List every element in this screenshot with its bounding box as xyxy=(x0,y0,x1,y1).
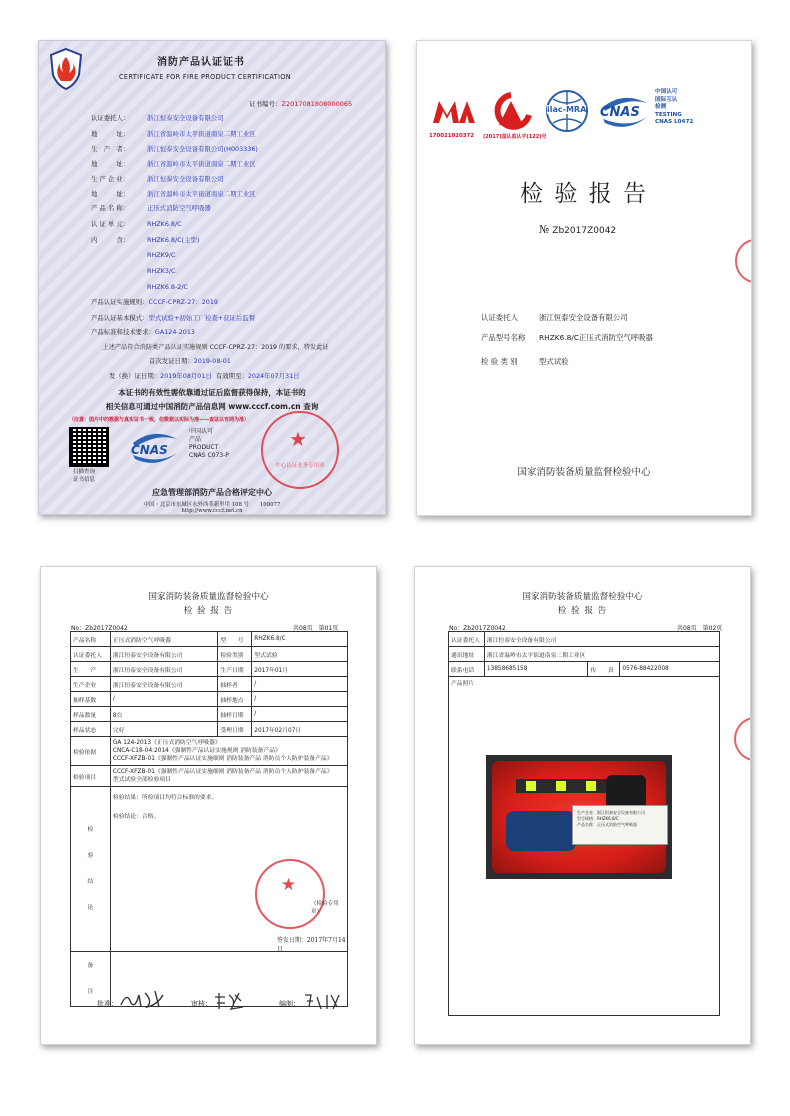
fax-label: 传 真 xyxy=(588,662,620,677)
table-value-cell: / xyxy=(252,677,348,692)
cnas-side-line: 国际互认 xyxy=(655,96,678,103)
page1-pages: 共08页 第01页 xyxy=(293,625,339,632)
certificate-field-label: 生 产 企 业： xyxy=(91,175,130,183)
certificate-field-label: 产品认证基本模式： xyxy=(91,314,149,322)
certificate-field-value: GA124-2013 xyxy=(154,328,195,336)
certificate-field-label: 认 证 单 元： xyxy=(91,220,130,228)
compile-label: 编制： xyxy=(279,1000,300,1008)
certificate-field-value: RHZK3/C xyxy=(147,267,176,275)
certificate-field-value: 浙江恒泰安全设备有限公司 xyxy=(147,114,224,122)
cover-info-value: 浙江恒泰安全设备有限公司 xyxy=(539,313,628,322)
cnas-logo-text: CNAS xyxy=(600,105,640,120)
approve-signature xyxy=(119,987,169,1011)
page1-title: 检 验 报 告 xyxy=(183,606,234,616)
photo-cell xyxy=(449,677,720,1016)
cover-info-value: 型式试验 xyxy=(539,357,569,366)
certificate-number: 证书编号：Z2017081808000065 xyxy=(249,100,353,108)
table-label-cell: 受理日期 xyxy=(218,722,252,737)
table-value-cell: / xyxy=(252,707,348,722)
table-label-cell: 抽样地点 xyxy=(218,692,252,707)
basis-value: GA 124-2013《正压式消防空气呼吸器》 CNCA-C18-04:2014《强制性产品认证实施规则 消防装备产品》 CCCF-XFZB-01《强制性产品认证实施细则 消防装备产品 消防员个人防护装备产品》 xyxy=(110,737,347,766)
certificate-field xyxy=(91,189,256,198)
certificate-field xyxy=(91,267,176,275)
cnas-side-line: TESTING xyxy=(655,111,682,118)
cnas-side-line: 中国认可 xyxy=(655,89,678,95)
table-value-cell: / xyxy=(110,692,217,707)
cnas-product-lines xyxy=(189,428,229,460)
certificate-field xyxy=(91,327,195,336)
table-label-cell: 认证委托人 xyxy=(71,647,111,662)
certificate-field-value: RHZK6.8/C(主型) xyxy=(147,236,200,244)
certificate-field-value: 型式试验+初始工厂检查+获证后监督 xyxy=(148,314,256,322)
certificate-field-value: 浙江省温岭市太平街道南泉二期工业区 xyxy=(147,130,256,138)
certificate-field-label: 产 品 名 称： xyxy=(91,204,130,212)
certificate-field-label: 内 含： xyxy=(91,236,130,244)
certificate-subtitle: CERTIFICATE FOR FIRE PRODUCT CERTIFICATION xyxy=(119,73,291,81)
certificate-field-value: 浙江省温岭市太平街道南泉二期工业区 xyxy=(147,190,256,198)
stamp-text: （检验专用章） xyxy=(310,901,339,915)
table-label-cell: 样品数量 xyxy=(71,707,111,722)
certificate-field-label: 地 址： xyxy=(91,190,130,198)
table-label-cell: 产品名称 xyxy=(71,632,111,647)
table-row xyxy=(71,722,348,737)
page1-info-table xyxy=(70,631,348,1007)
table-value-cell: 浙江恒泰安全设备有限公司 xyxy=(110,677,217,692)
inspection-seal-star-icon: ★ xyxy=(280,875,297,895)
certificate-field-label: 生 产 者： xyxy=(91,145,130,153)
qr-code-icon[interactable] xyxy=(69,427,109,467)
item-label: 检验项目 xyxy=(71,766,111,787)
certificate-field-value: 正压式消防空气呼吸器 xyxy=(147,204,211,212)
certificate-notice-2: 相关信息可通过中国消防产品信息网 www.cccf.com.cn 查询 xyxy=(105,402,319,411)
approve-label: 批准： xyxy=(97,1000,118,1008)
certificate-field xyxy=(91,313,255,322)
certificate-website[interactable]: http://www.cccf.net.cn xyxy=(181,508,243,514)
cal-logo-icon xyxy=(489,91,533,131)
reissue-date: 发（换）证日期：2019年08月01日 有效期至：2024年07月31日 xyxy=(109,372,300,380)
certificate-field-label: 地 址： xyxy=(91,160,130,168)
table-value-cell: 正压式消防空气呼吸器 xyxy=(110,632,217,647)
cylinder-bag xyxy=(506,811,576,851)
certificate-field-label: 产品认证实施规则： xyxy=(91,298,149,306)
certificate-field xyxy=(91,235,199,244)
certificate-address: 中国・北京市东城区永外西革新里甲 108 号 100077 xyxy=(143,502,281,508)
report-page-1 xyxy=(40,566,377,1045)
report-number: № Zb2017Z0042 xyxy=(539,223,617,236)
cover-org: 国家消防装备质量监督检验中心 xyxy=(517,467,651,478)
photo-label: 产品照片 xyxy=(451,681,475,687)
ma-logo-icon xyxy=(429,97,479,127)
table-label-cell: 检验类别 xyxy=(218,647,252,662)
fire-shield-icon xyxy=(49,47,83,91)
certification-seal xyxy=(261,411,339,489)
report-cover xyxy=(416,40,752,516)
certificate-field-label: 地 址： xyxy=(91,130,130,138)
report-page-2 xyxy=(414,566,751,1045)
page2-info-table xyxy=(448,631,720,1016)
edge-seal xyxy=(735,239,752,283)
certificate-field-label: 产品标准和技术要求： xyxy=(91,328,155,336)
certificate-field-value: RHZK9/C xyxy=(147,251,176,259)
phone-label: 联系电话 xyxy=(449,662,485,677)
table-value-cell: 浙江恒泰安全设备有限公司 xyxy=(110,662,217,677)
certificate-notice-1: 本证书的有效性需依靠通过证后监督获得保持，本证书的 xyxy=(118,388,306,397)
certificate-issuer: 应急管理部消防产品合格评定中心 xyxy=(152,487,272,497)
qr-caption-1: 扫描查询 xyxy=(73,469,96,475)
cover-info-label: 认证委托人 xyxy=(481,313,518,322)
table-label-cell: 抽样基数 xyxy=(71,692,111,707)
edge-seal xyxy=(734,717,751,761)
report-title: 检 验 报 告 xyxy=(520,181,648,207)
certificate-field xyxy=(91,113,224,122)
cover-info-label: 检 验 类 别 xyxy=(481,357,518,366)
table-label-cell: 抽样日期 xyxy=(218,707,252,722)
table-label-cell: 型 号 xyxy=(218,632,252,647)
seal-star-icon: ★ xyxy=(289,427,307,451)
ma-code: 170021020372 xyxy=(429,133,475,139)
reflective-band xyxy=(526,781,536,791)
table-value-cell: RHZK6.8/C xyxy=(252,632,348,647)
certificate-field xyxy=(91,144,258,153)
conclusion-cell xyxy=(110,787,347,952)
cover-info-row xyxy=(481,356,569,367)
table-value-cell: 完好 xyxy=(110,722,217,737)
table-value-cell: / xyxy=(252,692,348,707)
table-value-cell: 8台 xyxy=(110,707,217,722)
conclusion-result: 检验结果：所检项目均符合标准的要求。 xyxy=(112,795,218,801)
reflective-band xyxy=(556,781,566,791)
conclusion-label: 检 验 结 论 xyxy=(71,787,111,952)
review-signature xyxy=(213,991,249,1011)
certificate-statement: 上述产品符合消防类产品认证实施规则 CCCF-CPRZ-27：2019 的要求，特发此证 xyxy=(102,344,329,351)
certificate-field xyxy=(91,283,188,291)
table-label-cell: 样品状态 xyxy=(71,722,111,737)
table-label-cell: 抽样者 xyxy=(218,677,252,692)
item-value: CCCF-XFZB-01《强制性产品认证实施细则 消防装备产品 消防员个人防护装备产品》 型式试验全部检验项目 xyxy=(110,766,347,787)
conclusion-verdict: 检验结论：合格。 xyxy=(112,814,160,820)
page1-org: 国家消防装备质量监督检验中心 xyxy=(148,592,269,602)
table-value-cell: 2017年01月 xyxy=(252,662,348,677)
fax-value: 0576-88422008 xyxy=(620,662,720,677)
sign-date: 签发日期：2017年7月14日 xyxy=(276,937,346,953)
certificate-field-value: RHZK6.8-2/C xyxy=(147,283,188,291)
table-value-cell: 2017年02月07日 xyxy=(252,722,348,737)
certificate-notice-red: （注意：图片中的数据与真实证书一致，但数据以实际为准——查证以官网为准） xyxy=(69,417,250,423)
ilac-mra-label: ilac-MRA xyxy=(547,105,587,114)
remark-label: 备 注 xyxy=(71,952,111,1007)
cover-info-row xyxy=(481,312,628,323)
table-row xyxy=(71,662,348,677)
certificate-field xyxy=(91,129,256,138)
product-card: 生产企业：浙江恒泰安全设备有限公司 型号规格：RHZK6.8/C 产品名称：正压式消防空气呼吸器 xyxy=(572,805,668,845)
certificate-field xyxy=(91,219,182,228)
certificate-title: 消防产品认证证书 xyxy=(157,57,245,68)
cnas-logo: CNAS xyxy=(131,443,168,457)
table-row xyxy=(71,677,348,692)
first-issue-date: 首次发证日期：2019-08-01 xyxy=(149,357,231,365)
certificate-field-value: 浙江恒泰安全设备有限公司 xyxy=(147,175,224,183)
cnas-line: CNAS C073-P xyxy=(189,452,229,459)
cnas-side-text xyxy=(655,89,693,127)
table-row xyxy=(71,707,348,722)
fire-product-certificate xyxy=(38,40,386,515)
certificate-field-label: 认证委托人： xyxy=(91,114,130,122)
certificate-field xyxy=(91,203,211,212)
page2-pages: 共08页 第02页 xyxy=(677,625,723,632)
address-label: 通讯地址 xyxy=(449,647,485,662)
certificate-field xyxy=(91,251,176,259)
cal-code: (2017)国认监认字(122)号 xyxy=(483,134,547,140)
cnas-line: 中国认可 xyxy=(189,428,214,435)
table-label-cell: 生 产 xyxy=(71,662,111,677)
cover-info-value: RHZK6.8/C正压式消防空气呼吸器 xyxy=(539,333,653,342)
table-label-cell: 生产日期 xyxy=(218,662,252,677)
table-row xyxy=(71,632,348,647)
qr-caption-2: 证书信息 xyxy=(73,477,96,483)
page2-org: 国家消防装备质量监督检验中心 xyxy=(522,592,643,602)
cover-info-row xyxy=(481,332,653,343)
product-photo xyxy=(486,755,672,879)
certificate-field xyxy=(91,297,218,306)
certificate-field xyxy=(91,174,224,183)
table-value-cell: 浙江恒泰安全设备有限公司 xyxy=(110,647,217,662)
cnas-side-line: CNAS L0472 xyxy=(655,119,694,126)
table-row xyxy=(71,647,348,662)
cnas-side-line: 检测 xyxy=(655,104,667,111)
table-label-cell: 生产企业 xyxy=(71,677,111,692)
basis-label: 检验依据 xyxy=(71,737,111,766)
cover-info-label: 产品型号名称 xyxy=(481,333,526,342)
certificate-field-value: 浙江恒泰安全设备有限公司(H003336) xyxy=(147,145,258,153)
seal-text: 中心认证业务专用章 xyxy=(275,463,325,469)
inspection-seal xyxy=(255,859,325,929)
certificate-field xyxy=(91,159,256,168)
address-value: 浙江省温岭市太平街道南泉二期工业区 xyxy=(484,647,719,662)
phone-value: 13858685158 xyxy=(484,662,588,677)
certificate-field-value: 浙江省温岭市太平街道南泉二期工业区 xyxy=(147,160,256,168)
table-row xyxy=(71,692,348,707)
certificate-field-value: CCCF-CPRZ-27：2019 xyxy=(148,298,218,306)
reflective-band xyxy=(586,781,596,791)
client-label: 认证委托人 xyxy=(449,632,485,647)
cnas-line: 产品 xyxy=(189,436,202,443)
page2-number: No：Zb2017Z0042 xyxy=(449,625,506,632)
page2-title: 检 验 报 告 xyxy=(557,606,608,616)
table-value-cell: 型式试验 xyxy=(252,647,348,662)
cnas-line: PRODUCT xyxy=(189,444,219,451)
page1-number: No：Zb2017Z0042 xyxy=(71,625,128,632)
compile-signature xyxy=(303,991,343,1011)
review-label: 审核： xyxy=(191,1000,212,1008)
client-value: 浙江恒泰安全设备有限公司 xyxy=(484,632,719,647)
certificate-field-value: RHZK6.8/C xyxy=(147,220,182,228)
